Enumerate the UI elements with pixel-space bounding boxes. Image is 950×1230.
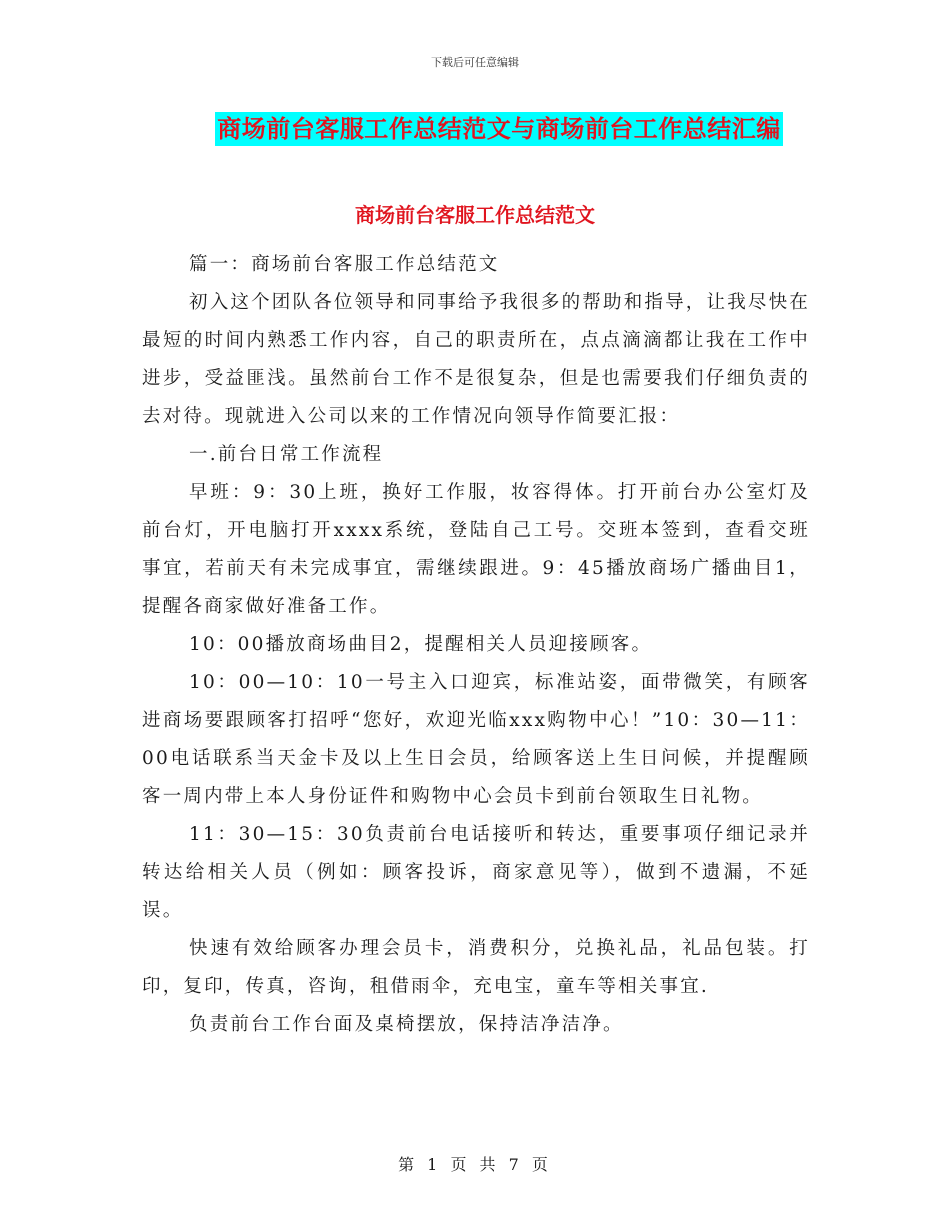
paragraph-member-service: 快速有效给顾客办理会员卡，消费积分，兑换礼品，礼品包装。打印，复印，传真，咨询，租借雨伞，充电宝，童车等相关事宜. xyxy=(142,938,810,997)
document-body xyxy=(142,246,810,1044)
paragraph-intro: 初入这个团队各位领导和同事给予我很多的帮助和指导，让我尽快在最短的时间内熟悉工作内容，自己的职责所在，点点滴滴都让我在工作中进步，受益匪浅。虽然前台工作不是很复杂，但是也需要我们仔细负责的去对待。现就进入公司以来的工作情况向领导作简要汇报： xyxy=(142,292,811,427)
sub-title: 商场前台客服工作总结范文 xyxy=(355,203,595,227)
main-title: 商场前台客服工作总结范文与商场前台工作总结汇编 xyxy=(215,112,783,146)
main-title-wrap xyxy=(0,112,950,146)
paragraph-greeting: 10：00—10：10一号主入口迎宾，标准站姿，面带微笑，有顾客进商场要跟顾客打招呼“您好，欢迎光临xxx购物中心！”10：30—11：00电话联系当天金卡及以上生日会员，给顾客送上生日问候，并提醒顾客一周内带上本人身份证件和购物中心会员卡到前台领取生日礼物。 xyxy=(142,672,810,807)
paragraph-desk-upkeep: 负责前台工作台面及桌椅摆放，保持洁净洁净。 xyxy=(189,1014,624,1035)
paragraph-ten-oclock: 10：00播放商场曲目2，提醒相关人员迎接顾客。 xyxy=(189,634,653,655)
page-number: 第 1 页 共 7 页 xyxy=(398,1155,552,1174)
paragraph-phone-duty: 11：30—15：30负责前台电话接听和转达，重要事项仔细记录并转达给相关人员（例如：顾客投诉，商家意见等），做到不遗漏，不延误。 xyxy=(142,824,810,921)
paragraph-workflow-heading: 一.前台日常工作流程 xyxy=(189,444,384,465)
header-note: 下载后可任意编辑 xyxy=(431,56,519,69)
paragraph-section-heading: 篇一：商场前台客服工作总结范文 xyxy=(189,254,500,275)
paragraph-morning-shift: 早班：9：30上班，换好工作服，妆容得体。打开前台办公室灯及前台灯，开电脑打开xxxx系统，登陆自己工号。交班本签到，查看交班事宜，若前天有未完成事宜，需继续跟进。9：45播放商场广播曲目1，提醒各商家做好准备工作。 xyxy=(142,482,810,617)
